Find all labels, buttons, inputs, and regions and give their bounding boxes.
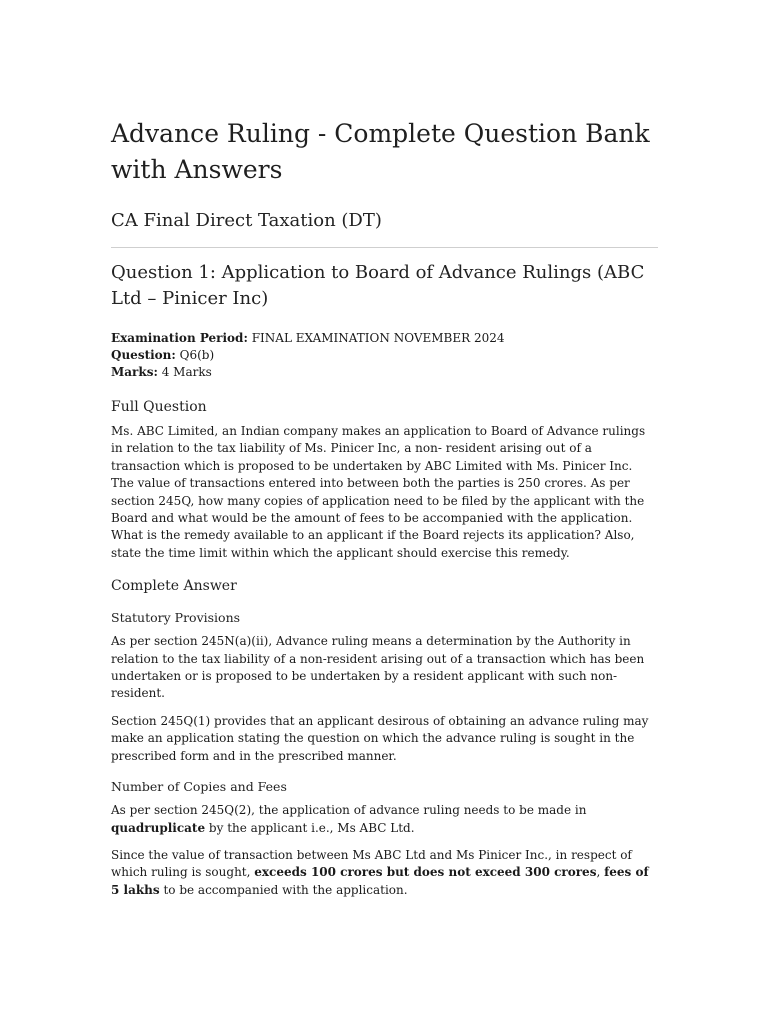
- question-number-row: [111, 347, 658, 364]
- fees-bold-range: exceeds 100 crores but does not exceed 300 crores: [254, 865, 597, 880]
- question-number-value: Q6(b): [175, 348, 215, 362]
- copies-paragraph: [111, 802, 658, 837]
- fees-text-mid: ,: [596, 865, 605, 880]
- full-question-heading: Full Question: [111, 399, 207, 415]
- statutory-paragraph-1: As per section 245N(a)(ii), Advance ruling means a determination by the Authority in relation to the tax liability of a non-resident arising out of a transaction which has been undertaken or is proposed to be undertaken by a resident applicant with such non-resident.: [111, 634, 645, 701]
- fees-bold-amount: fees of 5 lakhs: [111, 865, 649, 897]
- document-title: Advance Ruling - Complete Question Bank with Answers: [111, 119, 650, 184]
- copies-text-before: As per section 245Q(2), the application of advance ruling needs to be made in: [111, 803, 587, 818]
- fees-paragraph: [111, 847, 658, 899]
- full-question-text: Ms. ABC Limited, an Indian company makes an application to Board of Advance rulings in relation to the tax liability of Ms. Pinicer Inc, a non- resident arising out of a transaction which is proposed to be undertaken by ABC Limited with Ms. Pinicer Inc. The value of transactions entered into between both the parties is 250 crores. As per section 245Q, how many copies of application need to be filed by the applicant with the Board and what would be the amount of fees to be accompanied with the application. What is the remedy available to an applicant if the Board rejects its application? Also, state the time limit within which the applicant should exercise this remedy.: [111, 424, 646, 560]
- divider: [111, 247, 658, 248]
- statutory-paragraph-2: Section 245Q(1) provides that an applicant desirous of obtaining an advance ruling may make an application stating the question on which the advance ruling is sought in the prescribed form and in the prescribed manner.: [111, 713, 649, 763]
- complete-answer-heading: Complete Answer: [111, 578, 237, 595]
- question-meta: [111, 330, 658, 381]
- marks-row: [111, 364, 658, 381]
- exam-period-row: [111, 330, 658, 347]
- exam-period-value: FINAL EXAMINATION NOVEMBER 2024: [247, 331, 505, 345]
- marks-label: Marks:: [111, 365, 158, 379]
- exam-period-label: Examination Period:: [111, 331, 248, 345]
- copies-bold-quadruplicate: quadruplicate: [111, 820, 206, 835]
- copies-text-after: by the applicant i.e., Ms ABC Ltd.: [205, 820, 415, 835]
- copies-and-fees-heading: Number of Copies and Fees: [111, 779, 287, 795]
- document-subtitle: CA Final Direct Taxation (DT): [111, 210, 382, 231]
- fees-text-after: to be accompanied with the application.: [159, 882, 408, 897]
- statutory-provisions-heading: Statutory Provisions: [111, 610, 241, 626]
- question-number-label: Question:: [111, 348, 176, 362]
- question-title: Question 1: Application to Board of Advance Rulings (ABC Ltd – Pinicer Inc): [111, 262, 645, 309]
- fees-text-before: Since the value of transaction between Ms ABC Ltd and Ms Pinicer Inc., in respect of which ruling is sought,: [111, 847, 632, 880]
- marks-value: 4 Marks: [157, 365, 212, 379]
